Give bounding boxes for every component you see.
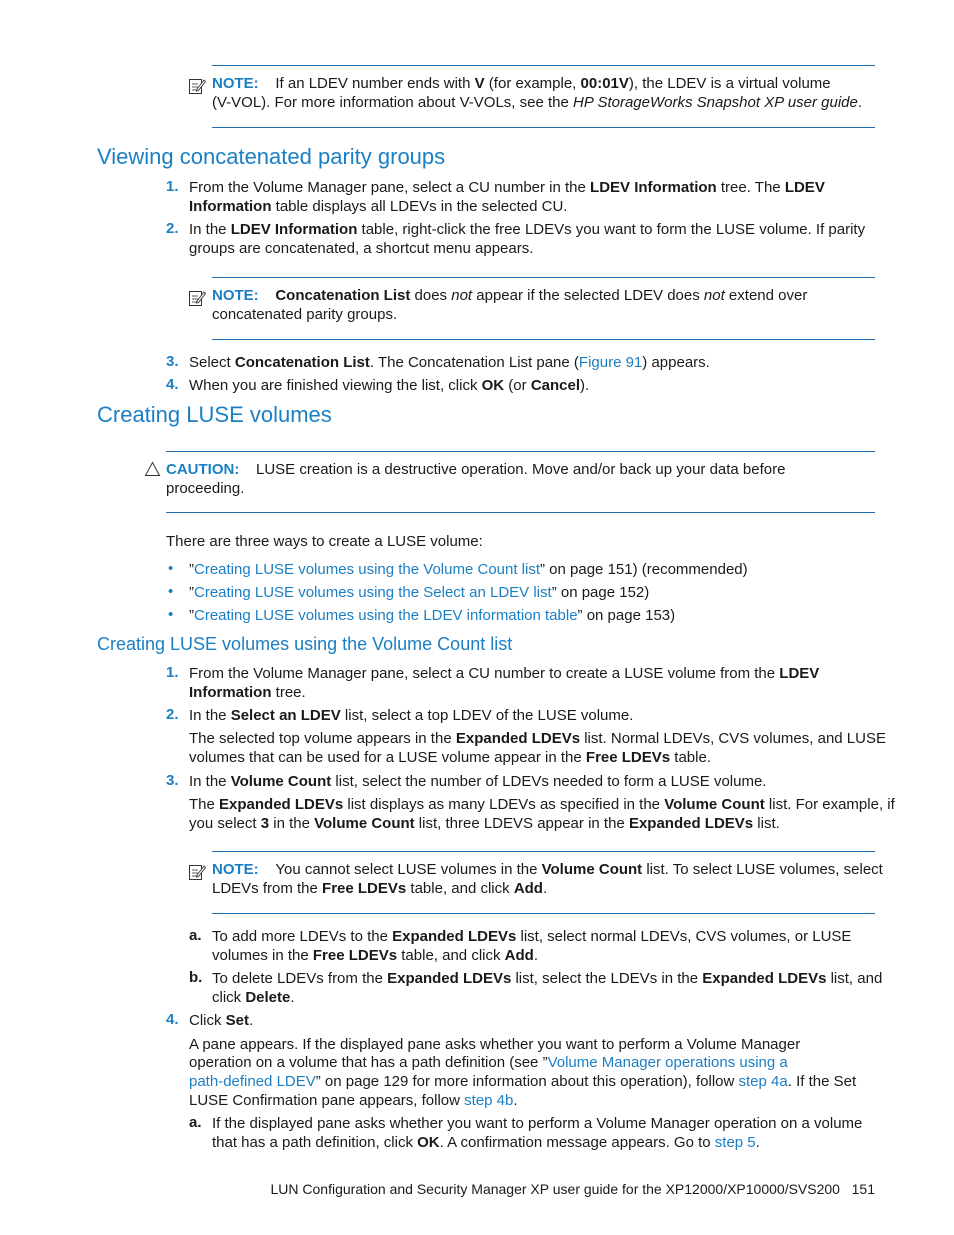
text: appear if the selected LDEV does: [472, 287, 704, 304]
text: LUSE Confirmation pane appears, follow: [189, 1092, 465, 1109]
step-text: [189, 178, 825, 197]
bullet-text: [189, 606, 675, 625]
bullet: •: [168, 606, 174, 623]
bold-text: Expanded LDEVs: [702, 970, 827, 987]
text: volumes in the: [212, 947, 313, 964]
note-pencil-icon: [188, 77, 206, 95]
bullet: •: [168, 560, 174, 577]
text: table, right-click the free LDEVs you want to form the LUSE volume. If parity: [357, 221, 866, 238]
bold-text: Set: [225, 1012, 250, 1029]
text: When you are finished viewing the list, click: [189, 377, 482, 394]
text: ” on page 151) (recommended): [540, 561, 748, 578]
text: The: [189, 796, 220, 813]
section-link[interactable]: Creating LUSE volumes using the LDEV information table: [194, 607, 578, 624]
step-paragraph: [189, 814, 780, 833]
text: To add more LDEVs to the: [212, 928, 393, 945]
bold-text: V: [474, 75, 485, 92]
bold-text: Expanded LDEVs: [455, 730, 581, 747]
text: In the: [189, 773, 231, 790]
bullet: •: [168, 583, 174, 600]
section-heading: Viewing concatenated parity groups: [97, 144, 446, 169]
text: .: [533, 947, 538, 964]
bold-text: Expanded LDEVs: [628, 815, 754, 832]
text: .: [290, 989, 295, 1006]
bold-text: 3: [260, 815, 270, 832]
step-number: 4.: [166, 1011, 179, 1028]
text: ”: [189, 584, 194, 601]
note-text-line: [212, 860, 883, 879]
step-link[interactable]: step 4b: [464, 1092, 514, 1109]
text: list, three LDEVS appear in the: [414, 815, 629, 832]
bold-text: OK: [417, 1134, 440, 1151]
note-top-rule: [212, 277, 875, 278]
text: Click: [189, 1012, 226, 1029]
caution-triangle-icon: [144, 461, 161, 477]
text: ) appears.: [642, 354, 710, 371]
note-label: NOTE:: [212, 287, 259, 304]
step-number: 3.: [166, 353, 179, 370]
step-text: [189, 220, 865, 239]
bold-text: Volume Count: [230, 773, 332, 790]
step-paragraph: A pane appears. If the displayed pane asks whether you want to perform a Volume Manager: [189, 1036, 801, 1053]
text: . A confirmation message appears. Go to: [439, 1134, 715, 1151]
step-paragraph: [189, 1072, 856, 1091]
bold-text: Expanded LDEVs: [392, 928, 517, 945]
bold-text: Free LDEVs: [312, 947, 398, 964]
note-text-line: concatenated parity groups.: [212, 306, 398, 323]
step-number: 2.: [166, 706, 179, 723]
text: ” on page 152): [551, 584, 650, 601]
intro-text: There are three ways to create a LUSE volume:: [166, 533, 483, 550]
note-text-line: [212, 286, 807, 305]
note-top-rule: [212, 851, 875, 852]
subsection-heading: Creating LUSE volumes using the Volume Count list: [97, 634, 513, 654]
bold-text: Add: [504, 947, 534, 964]
substep-text: [212, 927, 851, 946]
note-bottom-rule: [212, 127, 875, 128]
note-text-line: [212, 74, 831, 93]
bold-text: Information: [189, 684, 272, 701]
text: In the: [189, 707, 231, 724]
footer-text: LUN Configuration and Security Manager XP user guide for the XP12000/XP10000/SVS200: [270, 1181, 840, 1197]
step-paragraph: [189, 1091, 518, 1110]
text: From the Volume Manager pane, select a CU number in the: [189, 179, 591, 196]
text: In the: [189, 221, 231, 238]
text: operation on a volume that has a path definition (see ”: [189, 1054, 548, 1071]
text: extend over: [724, 287, 808, 304]
text: list.: [753, 815, 780, 832]
text: tree.: [271, 684, 306, 701]
note-label: NOTE:: [212, 75, 259, 92]
caution-bottom-rule: [166, 512, 875, 513]
text: tree. The: [716, 179, 785, 196]
bullet-text: [189, 560, 748, 579]
text: (V-VOL). For more information about V-VOLs, see the: [212, 94, 573, 111]
text: list, select normal LDEVs, CVS volumes, or LUSE: [516, 928, 852, 945]
text: LUSE creation is a destructive operation. Move and/or back up your data before: [256, 461, 786, 478]
bold-text: LDEV Information: [230, 221, 358, 238]
text: The selected top volume appears in the: [189, 730, 456, 747]
step-number: 2.: [166, 220, 179, 237]
step-text: [189, 1011, 253, 1030]
step-link[interactable]: step 4a: [738, 1073, 788, 1090]
text: list displays as many LDEVs as specified in the: [343, 796, 665, 813]
section-link[interactable]: Volume Manager operations using a: [547, 1054, 788, 1071]
bold-text: Concatenation List: [275, 287, 411, 304]
text: If an LDEV number ends with: [275, 75, 475, 92]
text: .: [513, 1092, 518, 1109]
note-bottom-rule: [212, 913, 875, 914]
bold-text: 00:01V: [580, 75, 629, 92]
step-text: [189, 772, 766, 791]
text: . If the Set: [787, 1073, 857, 1090]
text: Select: [189, 354, 235, 371]
note-text-line: [212, 879, 547, 898]
bold-text: Information: [189, 198, 272, 215]
text: LDEVs from the: [212, 880, 323, 897]
bold-text: Expanded LDEVs: [219, 796, 344, 813]
caution-top-rule: [166, 451, 875, 452]
note-text-line: [212, 93, 862, 112]
substep-text: [212, 946, 538, 965]
text: list, and: [826, 970, 883, 987]
text: From the Volume Manager pane, select a CU number to create a LUSE volume from the: [189, 665, 780, 682]
section-heading: Creating LUSE volumes: [97, 402, 332, 427]
text: table displays all LDEVs in the selected CU.: [271, 198, 568, 215]
step-text: [189, 353, 710, 372]
step-paragraph: [189, 1053, 788, 1072]
step-number: 3.: [166, 772, 179, 789]
note-label: NOTE:: [212, 861, 259, 878]
text: (for example,: [484, 75, 581, 92]
bold-text: OK: [481, 377, 505, 394]
bold-text: Cancel: [530, 377, 581, 394]
section-link[interactable]: path-defined LDEV: [189, 1073, 316, 1090]
substep-text: [212, 988, 295, 1007]
text: list, select the number of LDEVs needed to form a LUSE volume.: [331, 773, 767, 790]
page-number: 151: [851, 1181, 875, 1197]
text: .: [542, 880, 548, 897]
doc-title: HP StorageWorks Snapshot XP user guide: [573, 94, 858, 111]
bold-text: LDEV Information: [590, 179, 717, 196]
bold-text: Volume Count: [314, 815, 415, 832]
text: that has a path definition, click: [212, 1134, 418, 1151]
section-link[interactable]: Creating LUSE volumes using the Select an LDEV list: [194, 584, 552, 601]
bold-text: Free LDEVs: [322, 880, 407, 897]
note-pencil-icon: [188, 289, 206, 307]
bold-text: Add: [513, 880, 543, 897]
figure-link[interactable]: Figure 91: [578, 354, 643, 371]
step-number: 1.: [166, 178, 179, 195]
note-bottom-rule: [212, 339, 875, 340]
text: list. To select LUSE volumes, select: [642, 861, 883, 878]
substep-label: a.: [189, 1114, 202, 1131]
text: .: [857, 94, 863, 111]
bold-text: Select an LDEV: [230, 707, 341, 724]
text: list, select the LDEVs in the: [511, 970, 703, 987]
bold-text: Delete: [245, 989, 291, 1006]
step-paragraph: [189, 795, 895, 814]
text: click: [212, 989, 246, 1006]
text: To delete LDEVs from the: [212, 970, 388, 987]
step-text: [189, 664, 819, 683]
bold-text: Volume Count: [664, 796, 765, 813]
page-footer: [271, 1180, 875, 1199]
substep-text: [212, 1133, 760, 1152]
bullet-text: [189, 583, 649, 602]
bold-text: Volume Count: [541, 861, 643, 878]
step-number: 4.: [166, 376, 179, 393]
text: .: [249, 1012, 254, 1029]
text: . The Concatenation List pane (: [369, 354, 579, 371]
text: (or: [504, 377, 531, 394]
caution-label: CAUTION:: [166, 461, 240, 478]
bold-text: LDEV: [779, 665, 820, 682]
text: ), the LDEV is a virtual volume: [628, 75, 831, 92]
caution-text-line: [166, 460, 785, 479]
substep-label: b.: [189, 969, 203, 986]
step-text: [189, 683, 306, 702]
text: table, and click: [397, 947, 505, 964]
step-text: [189, 376, 589, 395]
step-text: groups are concatenated, a shortcut menu appears.: [189, 240, 534, 257]
step-paragraph: [189, 748, 711, 767]
text: list, select a top LDEV of the LUSE volume.: [340, 707, 634, 724]
text: volumes that can be used for a LUSE volume appear in the: [189, 749, 586, 766]
text: does: [410, 287, 452, 304]
text: .: [755, 1134, 760, 1151]
section-link[interactable]: Creating LUSE volumes using the Volume Count list: [194, 561, 541, 578]
substep-label: a.: [189, 927, 202, 944]
italic-text: not: [451, 287, 473, 304]
bold-text: LDEV: [784, 179, 825, 196]
text: ”: [189, 561, 194, 578]
text: table.: [670, 749, 711, 766]
step-link[interactable]: step 5: [714, 1134, 756, 1151]
text: list. For example, if: [764, 796, 895, 813]
note-top-rule: [212, 65, 875, 66]
text: table, and click: [406, 880, 514, 897]
text: ” on page 153): [577, 607, 676, 624]
text: You cannot select LUSE volumes in the: [275, 861, 542, 878]
step-text: [189, 197, 567, 216]
step-text: [189, 706, 633, 725]
substep-text: [212, 969, 882, 988]
text: ”: [189, 607, 194, 624]
text: in the: [269, 815, 315, 832]
bold-text: Concatenation List: [234, 354, 370, 371]
substep-text: If the displayed pane asks whether you want to perform a Volume Manager operation on a volume: [212, 1115, 863, 1132]
caution-text-line: proceeding.: [166, 480, 245, 497]
bold-text: Expanded LDEVs: [387, 970, 512, 987]
note-pencil-icon: [188, 863, 206, 881]
text: you select: [189, 815, 261, 832]
text: ” on page 129 for more information about this operation), follow: [315, 1073, 739, 1090]
text: list. Normal LDEVs, CVS volumes, and LUSE: [580, 730, 886, 747]
step-paragraph: [189, 729, 886, 748]
bold-text: Free LDEVs: [585, 749, 671, 766]
italic-text: not: [703, 287, 725, 304]
text: ).: [580, 377, 590, 394]
step-number: 1.: [166, 664, 179, 681]
